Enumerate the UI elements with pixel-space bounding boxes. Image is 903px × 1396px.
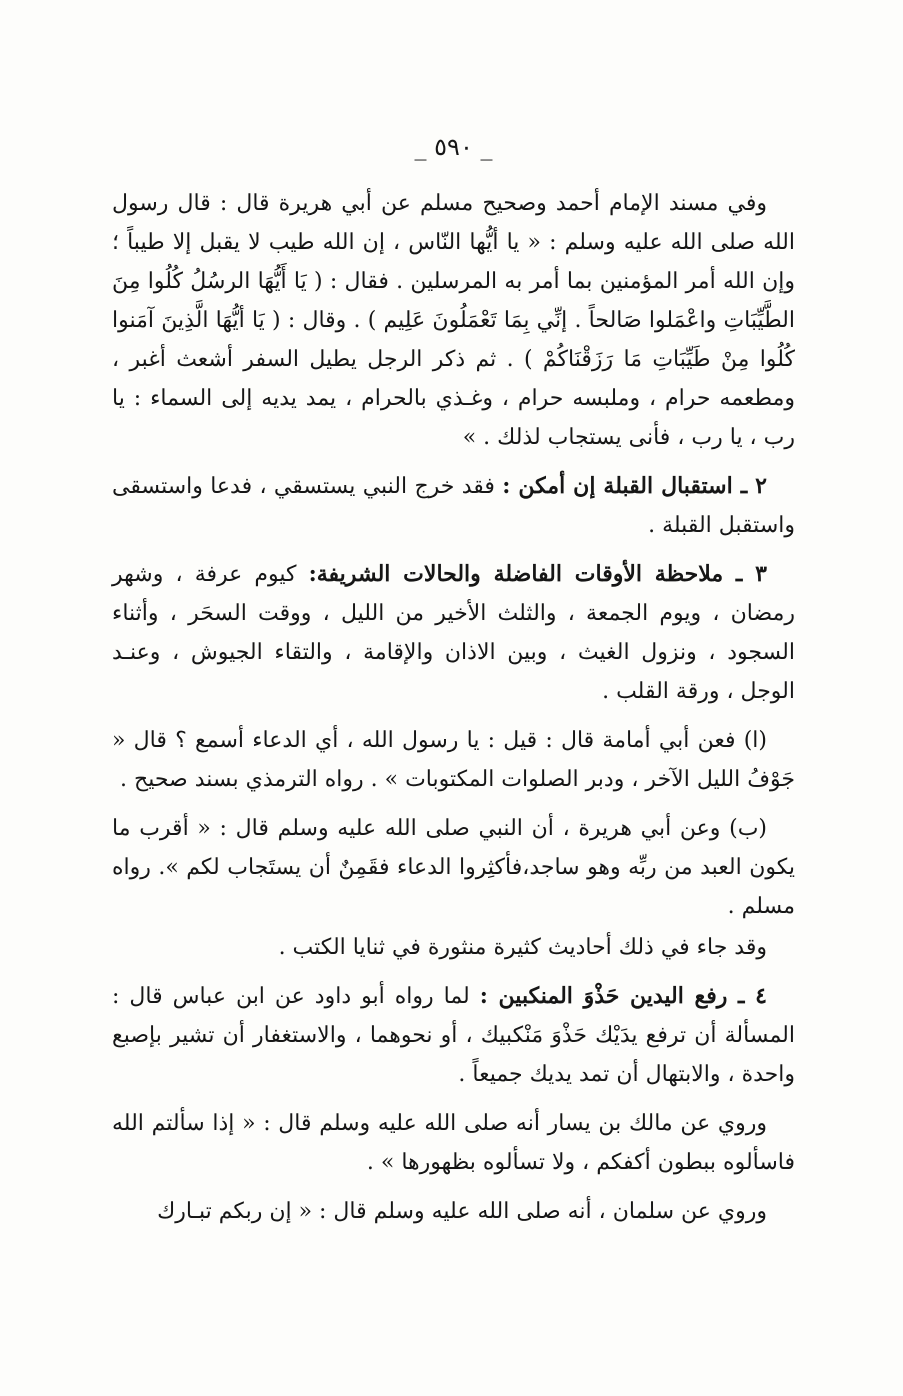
section-heading-virtuous-times: ٣ ـ ملاحظة الأوقات الفاضلة والحالات الشريفة: [308, 561, 767, 587]
paragraph-many-hadiths: وقد جاء في ذلك أحاديث كثيرة منثورة في ثنايا الكتب . [278, 935, 767, 960]
paragraph-raising-hands-text: لما رواه أبو داود عن ابن عباس قال : المسألة أن ترفع يدَيْك حَذْوَ مَنْكبيك ، أو نحوهما ، والاستغفار أن تشير بإصبع واحدة ، والابتهال أن تمد يديك جميعاً . [112, 984, 795, 1087]
paragraph-abu-hurayra: (ب) وعن أبي هريرة ، أن النبي صلى الله عليه وسلم قال : « أقرب ما يكون العبد من ربِّه وهو ساجد،فأكثِروا الدعاء فقَمِنٌ أن يستَجاب لكم ». رواه مسلم . [112, 816, 795, 919]
paragraph-virtuous-times [112, 555, 795, 711]
paragraph-salman: وروي عن سلمان ، أنه صلى الله عليه وسلم قال : « إن ربكم تبـارك [157, 1199, 767, 1224]
page-number: _ ٥٩٠ _ [414, 133, 493, 161]
section-heading-qibla: ٢ ـ استقبال القبلة إن أمكن : [502, 473, 767, 499]
paragraph-abu-umama: (ا) فعن أبي أمامة قال : قيل : يا رسول الله ، أي الدعاء أسمع ؟ قال « جَوْفُ الليل الآخر ، ودبر الصلوات المكتوبات » . رواه الترمذي بسند صحيح . [112, 728, 795, 792]
paragraph-hadith-tayyib: وفي مسند الإمام أحمد وصحيح مسلم عن أبي هريرة قال : قال رسول الله صلى الله عليه وسلم : « يا أيُّها النّاس ، إن الله طيب لا يقبل إلا طيباً ؛ وإن الله أمر المؤمنين بما أمر به المرسلين . فقال : ( يَا أَيُّهَا الرسُلُ كُلُوا مِنَ الطَّيِّبَاتِ واعْمَلوا صَالحاً . إنِّي بِمَا تَعْمَلُونَ عَلِيم ) . وقال : ( يَا أيُّهَا الَّذِينَ آمَنوا كُلُوا مِنْ طَيِّبَاتِ مَا رَزَقْنَاكُمْ ) . ثم ذكر الرجل يطيل السفر أشعث أغبر ، ومطعمه حرام ، وملبسه حرام ، وغـذي بالحرام ، يمد يديه إلى السماء : يا رب ، يا رب ، فأنى يستجاب لذلك . » [112, 191, 795, 450]
paragraph-qibla [112, 467, 795, 545]
paragraph-virtuous-times-text: كيوم عرفة ، وشهر رمضان ، ويوم الجمعة ، والثلث الأخير من الليل ، ووقت السحَر ، وأثناء السجود ، ونزول الغيث ، وبين الاذان والإقامة ، والتقاء الجيوش ، وعنـد الوجل ، ورقة القلب . [112, 562, 795, 704]
paragraph-qibla-text: فقد خرج النبي يستسقي ، فدعا واستسقى واستقبل القبلة . [112, 474, 795, 538]
paragraph-raising-hands [112, 977, 795, 1094]
section-heading-raising-hands: ٤ ـ رفع اليدين حَذْوَ المنكبين : [479, 983, 767, 1009]
paragraph-malik-ibn-yasar: وروي عن مالك بن يسار أنه صلى الله عليه وسلم قال : « إذا سألتم الله فاسألوه ببطون أكفكم ، ولا تسألوه بظهورها » . [112, 1111, 795, 1175]
